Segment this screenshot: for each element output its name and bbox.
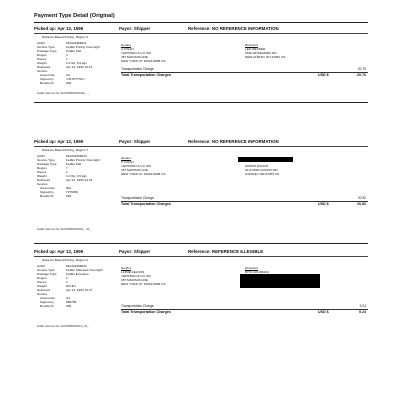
region-value: 2 [66, 276, 68, 280]
transportation-charge-value: 20.70 [357, 67, 366, 71]
recipient-label: Recipient [245, 43, 258, 47]
package-type-value: FedEx Pak [66, 162, 82, 166]
sender-label: Sender [121, 266, 131, 270]
sender-line: 457 MADISON AVE [121, 278, 149, 282]
section-divider [34, 243, 368, 244]
total-charges-label: Total Transportation Charges [121, 310, 171, 314]
region-label: Region [37, 53, 47, 57]
total-charges-value: 20.92 [357, 202, 366, 206]
sender-line: J EPSTEIN & CO INC [121, 51, 152, 55]
recipient-line: NEW ALBANY OH 43054 US [245, 55, 286, 59]
signed-by-value: 889758 [66, 300, 77, 304]
pieces-value: 1 [66, 170, 68, 174]
recipient-line: RITA GOODMAN [245, 270, 269, 274]
sender-line: NEW YORK NY 10022-6805 US [121, 59, 166, 63]
region-label: Region [37, 276, 47, 280]
transportation-charge-value: 9.24 [359, 304, 366, 308]
area-code-label: Area Code [40, 296, 55, 300]
service-type-value: FedEx Standard Overnight [66, 268, 103, 272]
recipient-label: Recipient [245, 266, 258, 270]
signed-by-label: Signed by [40, 300, 54, 304]
area-code-value: AA [66, 73, 71, 77]
area-code-value: AA [66, 296, 71, 300]
weight-label: Weight [37, 174, 47, 178]
currency-label: USD $ [318, 310, 329, 314]
bundle-id-value: 000 [66, 81, 72, 85]
service-label: Service [37, 292, 48, 296]
service-type-label: Service Type [37, 158, 55, 162]
pricing-info: Distance Based Pricing, Region 4 [42, 35, 89, 39]
recipient-line: #4 ZORRO RANCH RD [245, 168, 278, 172]
shipment-section-1 [0, 26, 400, 136]
reference: Reference: NO REFERENCE INFORMATION [188, 139, 279, 144]
transportation-charge-value: 20.92 [357, 196, 366, 200]
pricing-info: Distance Based Pricing, Region 2 [42, 258, 89, 262]
bundle-id-label: Bundle ID [40, 81, 54, 85]
redaction-bar [238, 157, 293, 162]
sender-line: 457 MADISON AVE [121, 55, 149, 59]
sender-line: J EPSTEIN & CO INC [121, 164, 152, 168]
sender-line: C FOLEY [121, 160, 135, 164]
area-code-label: Area Code [40, 73, 55, 77]
section-rule [34, 146, 368, 147]
sender-label: Sender [121, 43, 131, 47]
picked-up-date: Picked up: Apr 12, 1999 [34, 139, 84, 144]
currency-label: USD $ [318, 73, 329, 77]
picked-up-date: Picked up: Apr 12, 1999 [34, 249, 84, 254]
bundle-id-value: 000 [66, 304, 72, 308]
area-code-label: Area Code [40, 186, 55, 190]
package-type-label: Package Type [37, 162, 57, 166]
total-charges-value: 9.24 [359, 310, 366, 314]
payor: Payor: Shipper [119, 26, 151, 31]
sender-line: 457 MADISON AVE [121, 168, 149, 172]
airbill-label: Airbill [37, 154, 45, 158]
area-code-value: NM [66, 186, 71, 190]
sender-line: C FOLEY [121, 47, 135, 51]
pieces-value: 1 [66, 57, 68, 61]
service-type-label: Service Type [37, 45, 55, 49]
package-type-value: FedEx Envelope [66, 272, 89, 276]
total-charges-label: Total Transportation Charges [121, 73, 171, 77]
total-charges-label: Total Transportation Charges [121, 202, 171, 206]
airbill-label: Airbill [37, 41, 45, 45]
service-type-value: FedEx Priority Overnight [66, 158, 100, 162]
region-value: 7 [66, 166, 68, 170]
pieces-value: 1 [66, 280, 68, 284]
weight-value: 2.0 lbs, 0.9 kgs [66, 61, 87, 65]
page-title: Payment Type Detail (Original) [34, 13, 115, 19]
region-value: 4 [66, 53, 68, 57]
section-divider [34, 102, 368, 103]
signed-by-value: 7279936 [66, 190, 79, 194]
service-type-label: Service Type [37, 268, 55, 272]
service-label: Service [37, 69, 48, 73]
delivered-value: Apr 13, 1999 10:13 [66, 65, 93, 69]
payor: Payor: Shipper [119, 249, 151, 254]
recipient-line: ZORRO RANCH [245, 164, 269, 168]
pricing-info: Distance Based Pricing, Region 7 [42, 148, 89, 152]
weight-value: N/A lbs [66, 284, 76, 288]
shipment-section-3 [0, 249, 400, 359]
sender-line: NEW YORK NY 10022-6805 US [121, 172, 166, 176]
bundle-id-label: Bundle ID [40, 194, 54, 198]
pieces-label: Pieces [37, 170, 47, 174]
redaction-bar [240, 274, 320, 288]
currency-label: USD $ [318, 202, 329, 206]
package-type-label: Package Type [37, 49, 57, 53]
recipient-line: LES WEXNER [245, 47, 266, 51]
sender-line: LAINIE KELSON [121, 270, 145, 274]
pieces-label: Pieces [37, 57, 47, 61]
transportation-charge-label: Transportation Charge [121, 196, 154, 200]
airbill-label: Airbill [37, 264, 45, 268]
delivered-value: Apr 13, 1999 13:27 [66, 288, 93, 292]
sender-label: Sender [121, 156, 131, 160]
delivered-label: Delivered [37, 288, 51, 292]
transportation-charge-label: Transportation Charge [121, 304, 154, 308]
reference: Reference: NO REFERENCE INFORMATION [188, 26, 279, 31]
internal-use-note: FedEx Internal Use: 0104059900305/11_00_ [37, 325, 89, 328]
picked-up-date: Picked up: Apr 12, 1999 [34, 26, 84, 31]
package-type-label: Package Type [37, 272, 57, 276]
section-rule [34, 256, 368, 257]
signed-by-label: Signed by [40, 77, 54, 81]
reference: Reference: REFERENCE ILLEGIBLE [188, 249, 264, 254]
airbill-number: 810433466811 [66, 41, 87, 45]
shipment-section-2 [0, 139, 400, 249]
airbill-number: 810433466833 [66, 154, 87, 158]
weight-value: 1.0 lbs, 0.5 kgs [66, 174, 87, 178]
payor: Payor: Shipper [119, 139, 151, 144]
delivered-label: Delivered [37, 65, 51, 69]
airbill-number: 810433466844 [66, 264, 87, 268]
weight-label: Weight [37, 61, 47, 65]
weight-label: Weight [37, 284, 47, 288]
pieces-label: Pieces [37, 280, 47, 284]
title-rule [34, 22, 368, 23]
sender-line: J EPSTEIN & CO INC [121, 274, 152, 278]
service-label: Service [37, 182, 48, 186]
sender-line: NEW YORK NY 10022-6805 US [121, 282, 166, 286]
package-type-value: FedEx Pak [66, 49, 82, 53]
recipient-line: ONE WHILEMARK RD [245, 51, 277, 55]
internal-use-note: FedEx Internal Use: 0104059900305/00_...00_ [37, 228, 91, 231]
signed-by-label: Signed by [40, 190, 54, 194]
region-label: Region [37, 166, 47, 170]
recipient-line: STANLEY NM 87056 US [245, 172, 280, 176]
service-type-value: FedEx Priority Overnight [66, 45, 100, 49]
transportation-charge-label: Transportation Charge [121, 67, 154, 71]
bundle-id-value: 000 [66, 194, 72, 198]
total-charges-value: 20.70 [357, 73, 366, 77]
delivered-value: Apr 13, 1999 14:24 [66, 178, 93, 182]
delivered-label: Delivered [37, 178, 51, 182]
section-rule [34, 33, 368, 34]
signed-by-value: J.SHOTTSKY [66, 77, 86, 81]
internal-use-note: FedEx Internal Use: 0104059900305/400_..._ [37, 92, 90, 95]
bundle-id-label: Bundle ID [40, 304, 54, 308]
